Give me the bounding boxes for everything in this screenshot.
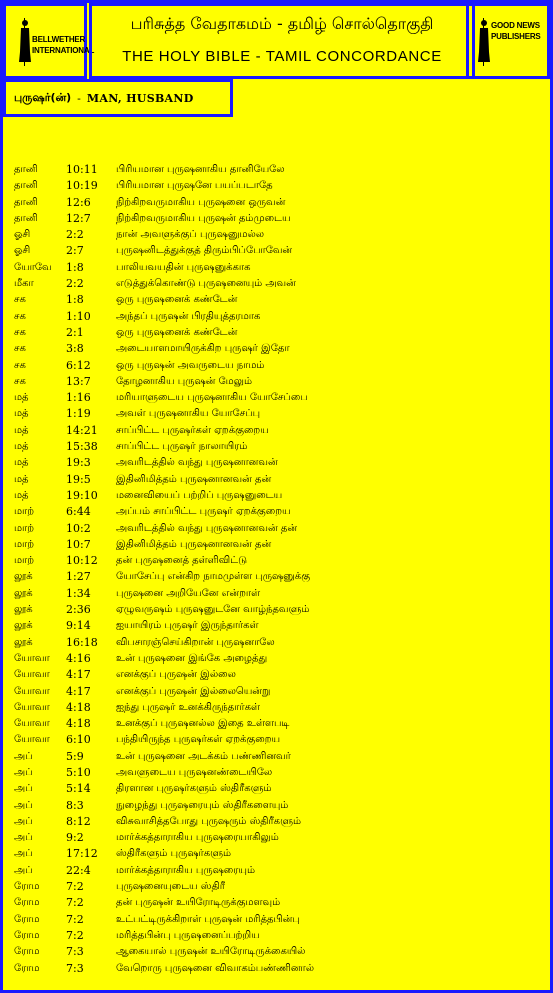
reference-book: அப்: [14, 783, 33, 795]
reference-row: [14, 912, 544, 928]
reference-row: [14, 455, 544, 471]
reference-row: [14, 781, 544, 797]
reference-row: [14, 521, 544, 537]
reference-row: [14, 488, 544, 504]
reference-row: [14, 602, 544, 618]
reference-book: யோவா: [14, 685, 50, 697]
reference-verse: 7:2: [66, 928, 84, 942]
reference-row: [14, 276, 544, 292]
reference-verse: 10:2: [66, 521, 91, 535]
reference-verse: 7:2: [66, 912, 84, 926]
reference-text: அப்பம் சாப்பிட்ட புருஷர் ஏறக்குறைய: [116, 506, 291, 518]
reference-text: தன் புருஷனைத் தள்ளிவிட்டு: [116, 555, 247, 567]
reference-book: அப்: [14, 766, 33, 778]
reference-row: [14, 586, 544, 602]
reference-row: [14, 325, 544, 341]
reference-book: ஓசி: [14, 245, 31, 257]
reference-book: லூக்: [14, 604, 33, 616]
reference-book: தானி: [14, 196, 38, 208]
reference-text: அவள் புருஷனாகிய யோசேப்பு: [116, 408, 261, 420]
reference-text: சாப்பிட்ட புருஷர்கள் ஏறக்குறைய: [116, 424, 269, 436]
reference-row: [14, 830, 544, 846]
reference-row: [14, 162, 544, 178]
reference-text: ஒரு புருஷனைக் கண்டேன்: [116, 326, 238, 338]
reference-row: [14, 635, 544, 651]
title-box: [89, 3, 475, 79]
reference-row: [14, 700, 544, 716]
reference-book: ரோம: [14, 929, 40, 941]
reference-row: [14, 798, 544, 814]
reference-book: மத்: [14, 473, 29, 485]
reference-book: மத்: [14, 424, 29, 436]
reference-text: புருஷனையுடைய ஸ்திரீ: [116, 881, 225, 893]
reference-verse: 2:36: [66, 603, 91, 617]
reference-book: சக: [14, 310, 26, 322]
title-tamil: பரிசுத்த வேதாகமம் - தமிழ் சொல்தொகுதி: [130, 14, 434, 33]
reference-text: புருஷனை அறியேனே என்றாள்: [116, 587, 261, 599]
reference-verse: 3:8: [66, 342, 84, 356]
reference-book: சக: [14, 294, 26, 306]
headword-separator: -: [77, 91, 81, 105]
reference-book: லூக்: [14, 636, 33, 648]
reference-book: லூக்: [14, 587, 33, 599]
reference-book: யோவா: [14, 669, 50, 681]
reference-verse: 22:4: [66, 863, 91, 877]
reference-book: ரோம: [14, 881, 40, 893]
reference-row: [14, 944, 544, 960]
reference-verse: 5:10: [66, 765, 91, 779]
reference-verse: 4:16: [66, 651, 91, 665]
reference-text: விபசாரஞ்செய்கிறான் புருஷனாலே: [116, 636, 275, 648]
reference-book: மீகா: [14, 278, 34, 290]
reference-book: மத்: [14, 441, 29, 453]
reference-book: ரோம: [14, 913, 40, 925]
reference-book: யோவா: [14, 734, 50, 746]
reference-book: அப்: [14, 799, 33, 811]
reference-verse: 7:2: [66, 880, 84, 894]
reference-text: எனக்குப் புருஷன் இல்லையென்று: [116, 685, 271, 697]
reference-row: [14, 423, 544, 439]
reference-text: ஏழுவருஷம் புருஷனுடனே வாழ்ந்தவளும்: [116, 604, 310, 616]
shepherd-figure-icon: [18, 18, 32, 66]
reference-text: அவளுடைய புருஷனண்டையிலே: [116, 766, 273, 778]
header: [3, 3, 550, 79]
reference-book: மாற்: [14, 522, 35, 534]
reference-text: திரளான புருஷர்களும் ஸ்திரீகளும்: [116, 783, 272, 795]
reference-verse: 13:7: [66, 374, 91, 388]
reference-verse: 16:18: [66, 635, 98, 649]
reference-row: [14, 863, 544, 879]
reference-text: எனக்குப் புருஷன் இல்லை: [116, 669, 236, 681]
reference-verse: 5:9: [66, 749, 84, 763]
reference-row: [14, 732, 544, 748]
reference-text: பாலியவயதின் புருஷனுக்காக: [116, 261, 251, 273]
reference-text: தன் புருஷன் உயிரோடிருக்குமளவும்: [116, 897, 281, 909]
bellwether-logo: [3, 3, 95, 79]
reference-verse: 7:2: [66, 896, 84, 910]
reference-book: ரோம: [14, 962, 40, 974]
reference-book: சக: [14, 375, 26, 387]
reference-book: லூக்: [14, 620, 33, 632]
reference-verse: 2:7: [66, 244, 84, 258]
reference-verse: 4:17: [66, 668, 91, 682]
reference-verse: 10:12: [66, 554, 98, 568]
reference-verse: 2:1: [66, 325, 84, 339]
reference-text: அவரிடத்தில் வந்து புருஷனானவன் தன்: [116, 522, 298, 534]
reference-row: [14, 504, 544, 520]
reference-row: [14, 667, 544, 683]
reference-row: [14, 569, 544, 585]
reference-book: லூக்: [14, 571, 33, 583]
reference-row: [14, 292, 544, 308]
reference-row: [14, 895, 544, 911]
reference-row: [14, 178, 544, 194]
reference-book: தானி: [14, 212, 38, 224]
reference-row: [14, 374, 544, 390]
reference-verse: 5:14: [66, 782, 91, 796]
reference-verse: 15:38: [66, 440, 98, 454]
reference-verse: 6:44: [66, 505, 91, 519]
reference-row: [14, 211, 544, 227]
reference-verse: 8:12: [66, 814, 91, 828]
reference-row: [14, 684, 544, 700]
reference-text: புருஷனிடத்துக்குத் திரும்பிப்போவேன்: [116, 245, 293, 257]
reference-text: உன் புருஷனை இங்கே அழைத்து: [116, 652, 268, 664]
reference-row: [14, 765, 544, 781]
reference-text: தோழனாகிய புருஷன் மேலும்: [116, 375, 253, 387]
reference-book: ஓசி: [14, 229, 31, 241]
reference-book: அப்: [14, 750, 33, 762]
headword-tamil: புருஷர்(ன்): [14, 90, 72, 104]
reference-text: ஆகையால் புருஷன் உயிரோடிருக்கையில்: [116, 946, 306, 958]
reference-book: யோவா: [14, 718, 50, 730]
reference-book: சக: [14, 343, 26, 355]
reference-text: அடையாளமாயிருக்கிற புருஷர் இதோ: [116, 343, 290, 355]
reference-book: யோவா: [14, 652, 50, 664]
reference-verse: 2:2: [66, 277, 84, 291]
reference-row: [14, 439, 544, 455]
reference-text: நான் அவளுக்குப் புருஷனுமல்ல: [116, 229, 265, 241]
reference-verse: 10:19: [66, 179, 98, 193]
reference-verse: 7:3: [66, 945, 84, 959]
reference-book: ரோம: [14, 897, 40, 909]
reference-text: மனைவியைப் பற்றிப் புருஷனுடைய: [116, 489, 283, 501]
reference-row: [14, 260, 544, 276]
reference-text: மரித்தபின்பு புருஷனைப்பற்றிய: [116, 929, 260, 941]
reference-row: [14, 879, 544, 895]
title-english: THE HOLY BIBLE - TAMIL CONCORDANCE: [122, 48, 442, 65]
reference-verse: 17:12: [66, 847, 98, 861]
reference-row: [14, 537, 544, 553]
reference-book: அப்: [14, 815, 33, 827]
reference-text: மரியாளுடைய புருஷனாகிய யோசேப்பை: [116, 392, 308, 404]
reference-book: மாற்: [14, 555, 35, 567]
reference-book: அப்: [14, 848, 33, 860]
reference-row: [14, 961, 544, 977]
reference-verse: 4:18: [66, 700, 91, 714]
reference-book: மத்: [14, 408, 29, 420]
reference-row: [14, 618, 544, 634]
reference-verse: 10:7: [66, 537, 91, 551]
reference-book: அப்: [14, 832, 33, 844]
reference-text: அந்தப் புருஷன் பிரதியுத்தரமாக: [116, 310, 261, 322]
headword-box: [3, 79, 233, 117]
reference-book: அப்: [14, 864, 33, 876]
reference-row: [14, 553, 544, 569]
reference-book: தானி: [14, 164, 38, 175]
reference-text: பிரியமான புருஷனாகிய தானியேலே: [116, 164, 285, 175]
reference-row: [14, 390, 544, 406]
reference-book: மத்: [14, 392, 29, 404]
reference-verse: 1:10: [66, 309, 91, 323]
reference-row: [14, 227, 544, 243]
logo-line: BELLWETHER: [32, 35, 86, 44]
logo-line: GOOD NEWS: [491, 21, 540, 30]
reference-row: [14, 358, 544, 374]
reference-row: [14, 749, 544, 765]
reference-book: ரோம: [14, 946, 40, 958]
reference-text: உட்பட்டிருக்கிறாள் புருஷன் மரித்தபின்பு: [116, 913, 300, 925]
reference-book: சக: [14, 326, 26, 338]
reference-row: [14, 716, 544, 732]
reference-text: இதினிமித்தம் புருஷனானவன் தன்: [116, 473, 272, 485]
reference-verse: 4:18: [66, 717, 91, 731]
reference-text: யோசேப்பு என்கிற நாமமுள்ள புருஷனுக்கு: [116, 571, 311, 583]
shepherd-figure-icon: [477, 18, 491, 66]
reference-text: வேறொரு புருஷனை விவாகம்பண்ணினால்: [116, 962, 315, 974]
reference-row: [14, 846, 544, 862]
reference-text: விசுவாசித்தபோது புருஷரும் ஸ்திரீகளும்: [116, 815, 302, 827]
reference-row: [14, 309, 544, 325]
reference-text: ஐயாயிரம் புருஷர் இருந்தார்கள்: [116, 620, 259, 632]
reference-text: அவரிடத்தில் வந்து புருஷனானவன்: [116, 457, 278, 469]
reference-book: மாற்: [14, 506, 35, 518]
reference-verse: 6:12: [66, 358, 91, 372]
reference-text: ஒரு புருஷனைக் கண்டேன்: [116, 294, 238, 306]
reference-verse: 9:14: [66, 619, 91, 633]
reference-text: உன் புருஷனை அடக்கம் பண்ணினவர்: [116, 750, 291, 762]
reference-verse: 19:3: [66, 456, 91, 470]
reference-text: பந்தியிருந்த புருஷர்கள் ஏறக்குறைய: [116, 734, 281, 746]
reference-verse: 1:8: [66, 260, 84, 274]
reference-text: ஒரு புருஷன் அவருடைய நாமம்: [116, 359, 265, 371]
reference-verse: 1:8: [66, 293, 84, 307]
reference-book: மத்: [14, 457, 29, 469]
reference-verse: 7:3: [66, 961, 84, 975]
reference-book: யோவா: [14, 701, 50, 713]
reference-text: இதினிமித்தம் புருஷனானவன் தன்: [116, 538, 272, 550]
reference-row: [14, 406, 544, 422]
reference-text: ஸ்திரீகளும் புருஷர்களும்: [116, 848, 232, 860]
reference-text: சாப்பிட்ட புருஷர் நாலாயிரம்: [116, 441, 248, 453]
reference-verse: 1:19: [66, 407, 91, 421]
logo-line: PUBLISHERS: [491, 32, 541, 41]
reference-row: [14, 195, 544, 211]
reference-text: பிரியமான புருஷனே பயப்படாதே: [116, 180, 273, 192]
reference-row: [14, 928, 544, 944]
reference-verse: 1:27: [66, 570, 91, 584]
reference-verse: 8:3: [66, 798, 84, 812]
reference-text: மார்க்கத்தாராகிய புருஷரையும்: [116, 864, 256, 876]
logo-line: INTERNATIONAL: [32, 46, 95, 55]
reference-verse: 2:2: [66, 228, 84, 242]
reference-book: மாற்: [14, 538, 35, 550]
reference-text: எடுத்துக்கொண்டு புருஷனையும் அவன்: [116, 278, 296, 290]
reference-text: ஐந்து புருஷர் உனக்கிருந்தார்கள்: [116, 701, 261, 713]
reference-verse: 12:7: [66, 211, 91, 225]
reference-verse: 6:10: [66, 733, 91, 747]
reference-book: தானி: [14, 180, 38, 192]
headword-english: MAN, HUSBAND: [86, 91, 194, 105]
reference-row: [14, 814, 544, 830]
reference-list: [14, 162, 544, 977]
reference-row: [14, 341, 544, 357]
reference-text: நிற்கிறவருமாகிய புருஷன் தம்முடைய: [116, 212, 291, 224]
reference-verse: 19:5: [66, 472, 91, 486]
reference-verse: 4:17: [66, 684, 91, 698]
reference-verse: 10:11: [66, 163, 98, 176]
reference-text: நிற்கிறவருமாகிய புருஷனை ஒருவன்: [116, 196, 286, 208]
reference-row: [14, 651, 544, 667]
reference-book: மத்: [14, 489, 29, 501]
reference-verse: 12:6: [66, 195, 91, 209]
reference-text: மார்க்கத்தாராகிய புருஷரையாகிலும்: [116, 832, 279, 844]
reference-verse: 14:21: [66, 423, 98, 437]
reference-verse: 9:2: [66, 831, 84, 845]
reference-book: யோவே: [14, 261, 52, 273]
reference-verse: 1:34: [66, 586, 91, 600]
reference-row: [14, 472, 544, 488]
reference-book: சக: [14, 359, 26, 371]
reference-verse: 1:16: [66, 391, 91, 405]
reference-text: நுழைந்து புருஷரையும் ஸ்திரீகளையும்: [116, 799, 289, 811]
reference-text: உனக்குப் புருஷனல்ல இதை உள்ளபடி: [116, 718, 290, 730]
reference-verse: 19:10: [66, 488, 98, 502]
reference-row: [14, 243, 544, 259]
good-news-logo: [466, 3, 550, 79]
